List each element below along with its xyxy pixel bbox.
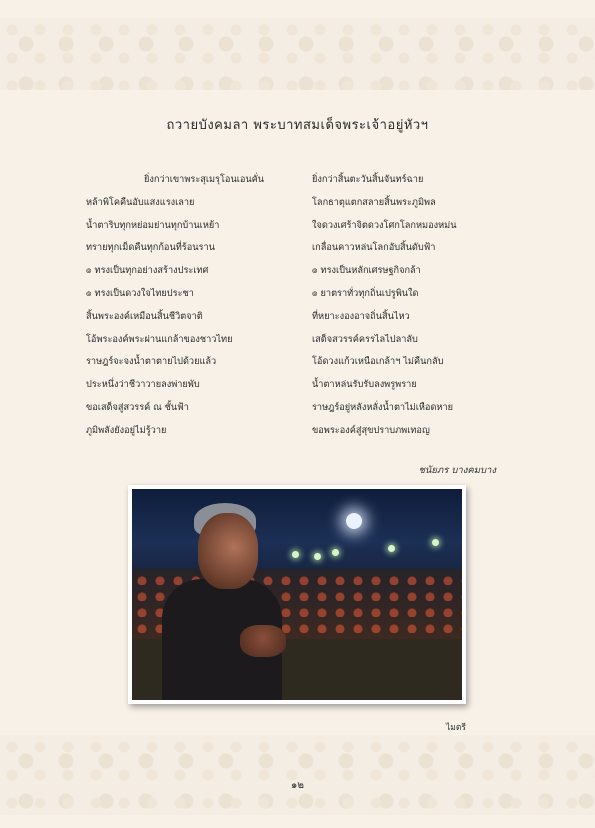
decorative-bottom-band bbox=[0, 735, 595, 815]
lamp-light bbox=[292, 551, 299, 558]
poem-line: ทรายทุกเม็ดคืนทุกก้อนที่ร้อนราน bbox=[86, 242, 215, 254]
poem-line: ใจดวงเศร้าจิตดวงโศกโลกหมองหม่น bbox=[312, 219, 457, 231]
man-head bbox=[198, 513, 258, 589]
poem-line: ขอเสด็จสู่สวรรค์ ณ ชั้นฟ้า bbox=[86, 401, 189, 413]
photo-frame bbox=[128, 485, 466, 704]
lamp-light bbox=[388, 545, 395, 552]
poem-title: ถวายบังคมลา พระบาทสมเด็จพระเจ้าอยู่หัวฯ bbox=[166, 118, 429, 133]
photo-elderly-man-vigil bbox=[132, 489, 462, 700]
poem-left-column bbox=[86, 172, 306, 446]
poem-line: เสด็จสวรรค์ครรไลไปลาลับ bbox=[312, 333, 418, 345]
author-name: ชนัยภร บางคมบาง bbox=[418, 465, 496, 476]
page-number: ๑๒ bbox=[291, 780, 304, 791]
poem-line: ราษฎร์จะจงน้ำตาตายไปด้วยแล้ว bbox=[86, 356, 217, 368]
lamp-light bbox=[432, 539, 439, 546]
poem-line: ๏ ทรงเป็นหลักเศรษฐกิจกล้า bbox=[312, 265, 421, 277]
poem-line: ราษฎร์อยู่หลังหลั่งน้ำตาไม่เหือดหาย bbox=[312, 401, 454, 413]
poem-line: ประหนึ่งว่าชีวาวายลงพ่ายพับ bbox=[86, 379, 200, 391]
poem-line: โอ้ดวงแก้วเหนือเกล้าฯ ไม่คืนกลับ bbox=[312, 356, 444, 368]
poem-line: สิ้นพระองค์เหมือนสิ้นชีวิตจาติ bbox=[86, 310, 203, 322]
poem-line: ๏ ทรงเป็นทุกอย่างสร้างประเทศ bbox=[86, 265, 209, 277]
poem-line: โลกธาตุแตกสลายสิ้นพระภูมิพล bbox=[312, 196, 436, 208]
poem-line: เกลื่อนคาวหล่นโลกอับสิ้นดับฟ้า bbox=[312, 242, 436, 254]
poem-right-column bbox=[312, 172, 532, 446]
decorative-top-band bbox=[0, 18, 595, 90]
poem-line: หล้าพิโคคืนอับแสงแรงเลาย bbox=[86, 196, 195, 208]
photo-caption: ไมตรี bbox=[446, 723, 466, 733]
poem-line: ภูมิพลังยังอยู่ไม่รู้วาย bbox=[86, 424, 167, 436]
lamp-light bbox=[332, 549, 339, 556]
lamp-light bbox=[314, 553, 321, 560]
poem-line: ๏ ยาตราทั่วทุกถิ่นเปรูพินใด bbox=[312, 287, 419, 299]
poem-line: น้ำตาริบทุกหย่อมย่านทุกบ้านเหย้า bbox=[86, 219, 220, 231]
man-hands bbox=[240, 625, 286, 657]
poem-line: ยิ่งกว่าสิ้นตะวันสิ้นจันทร์ฉาย bbox=[312, 174, 424, 185]
poem-line: ขอพระองค์สู่สุขปราบภพเทอญ bbox=[312, 424, 430, 436]
poem-line: โอ้พระองค์พระผ่านแกล้าของชาวไทย bbox=[86, 333, 233, 345]
moon-light bbox=[346, 513, 362, 529]
poem-line: ยิ่งกว่าเขาพระสุเมรุโอนเอนคั่น bbox=[144, 174, 265, 185]
poem-line: น้ำตาหล่นรับรับลงพรูพราย bbox=[312, 379, 417, 391]
poem-line: ๏ ทรงเป็นดวงใจไทยประชา bbox=[86, 287, 194, 299]
poem-line: ที่หยาะงองอาจถิ่นสิ้นไหว bbox=[312, 310, 410, 322]
